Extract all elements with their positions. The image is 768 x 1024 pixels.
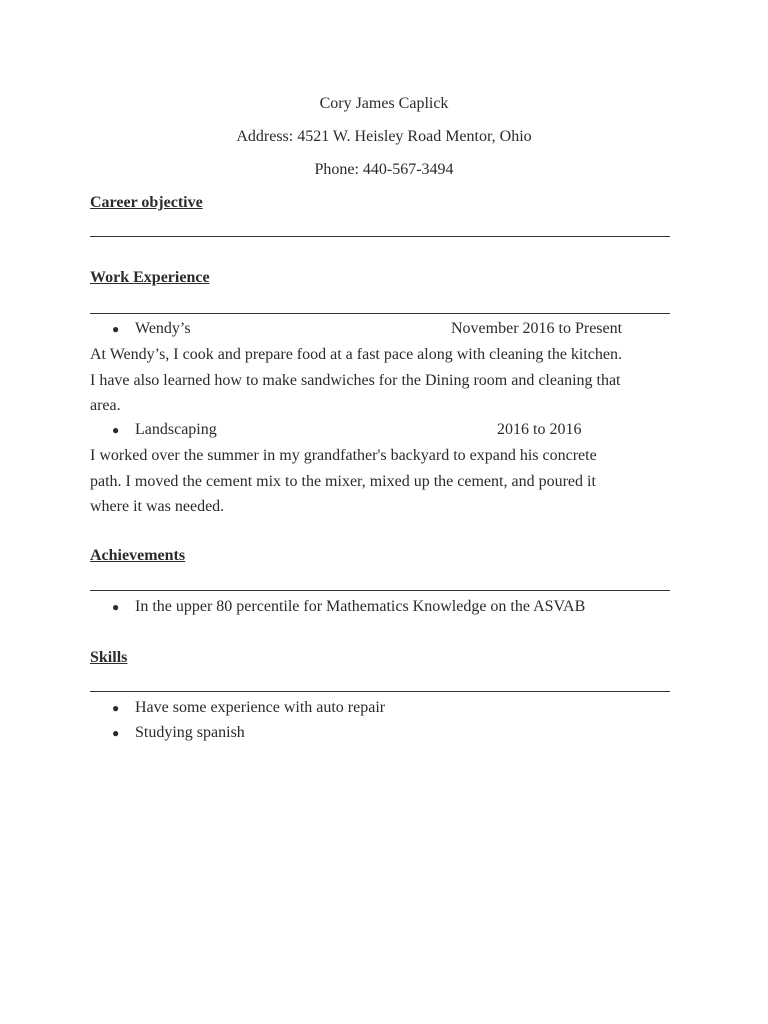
- skill-text: Have some experience with auto repair: [135, 699, 386, 716]
- description-line: where it was needed.: [90, 498, 225, 515]
- description-line: At Wendy’s, I cook and prepare food at a fast pace along with cleaning the kitchen.: [90, 346, 623, 363]
- description-line: I have also learned how to make sandwiches for the Dining room and cleaning that: [90, 371, 621, 389]
- achievements-heading: Achievements: [90, 547, 186, 564]
- skill-item: [90, 697, 670, 719]
- achievement-text: In the upper 80 percentile for Mathematics Knowledge on the ASVAB: [135, 598, 586, 615]
- resume-phone: Phone: 440-567-3494: [314, 161, 454, 178]
- description-line: path. I moved the cement mix to the mixer, mixed up the cement, and poured it: [90, 472, 596, 490]
- skills-heading: Skills: [90, 649, 128, 666]
- bullet-icon: ●: [112, 600, 120, 614]
- career-objective-heading: Career objective: [90, 194, 203, 211]
- description-line: area.: [90, 397, 121, 414]
- achievements-divider: [90, 590, 670, 591]
- bullet-icon: ●: [112, 726, 120, 740]
- bullet-icon: ●: [112, 423, 120, 437]
- skill-item: [90, 722, 670, 744]
- job-dates: 2016 to 2016: [497, 421, 582, 438]
- work-experience-heading: Work Experience: [90, 269, 210, 286]
- job-entry-landscaping: [90, 419, 670, 441]
- job-employer: Wendy’s: [135, 320, 191, 337]
- career-objective-divider: [90, 236, 670, 237]
- job-employer: Landscaping: [135, 421, 217, 438]
- resume-address: Address: 4521 W. Heisley Road Mentor, Ohio: [236, 128, 532, 145]
- skills-divider: [90, 691, 670, 692]
- bullet-icon: ●: [112, 322, 120, 336]
- resume-name: Cory James Caplick: [319, 95, 449, 112]
- achievement-item: [90, 596, 670, 618]
- job-description-landscaping: [90, 443, 690, 520]
- bullet-icon: ●: [112, 701, 120, 715]
- work-experience-divider: [90, 313, 670, 314]
- job-entry-wendys: [90, 318, 670, 340]
- job-dates: November 2016 to Present: [451, 320, 623, 337]
- job-description-wendys: [90, 342, 690, 419]
- skill-text: Studying spanish: [135, 724, 245, 741]
- description-line: I worked over the summer in my grandfather's backyard to expand his concrete: [90, 447, 597, 464]
